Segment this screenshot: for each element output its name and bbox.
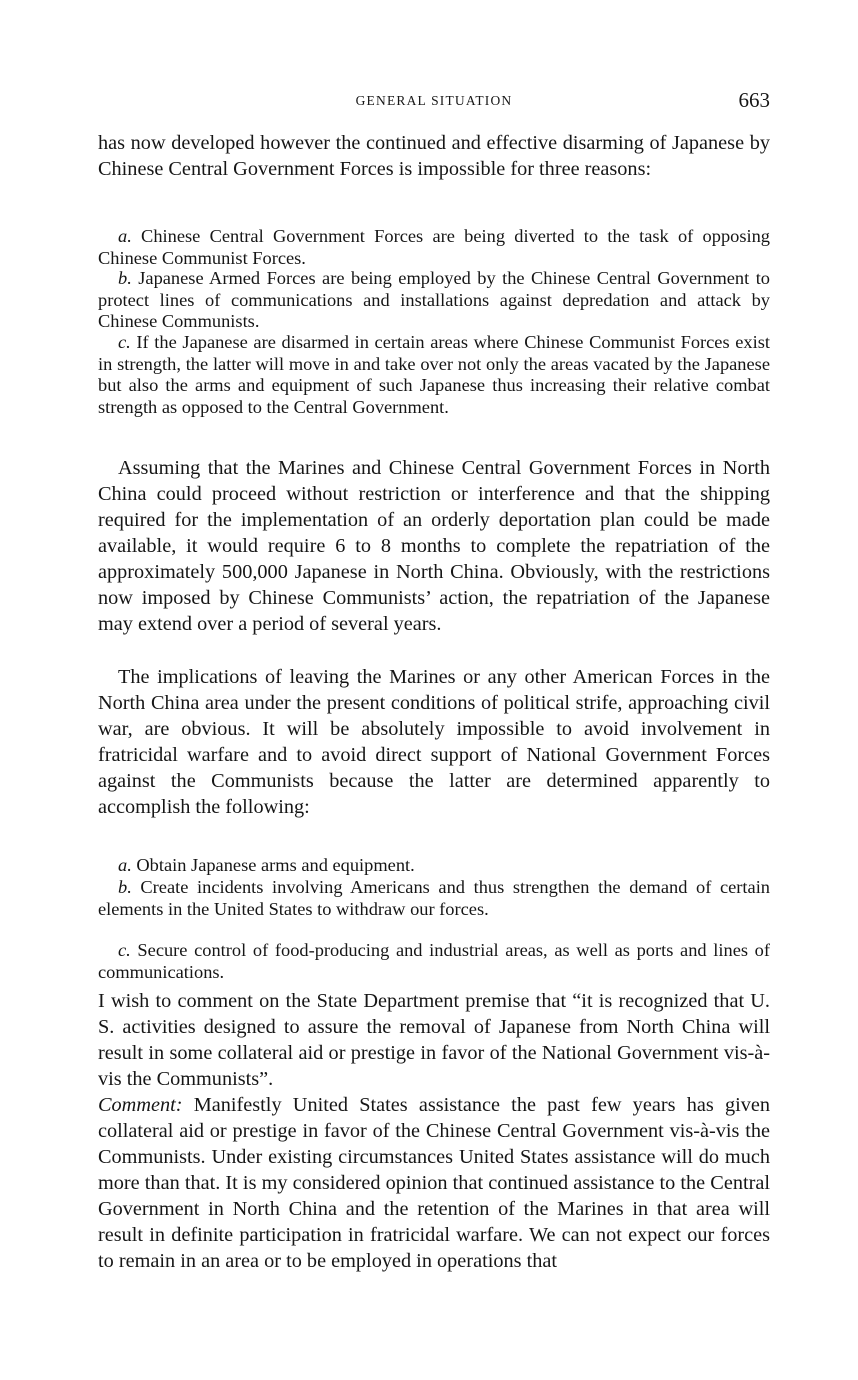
paragraph-repatriation: Assuming that the Marines and Chinese Central Government Forces in North China could proceed without restriction or interference and that the shipping required for the implementation of an orderly deportation plan could be made available, it would require 6 to 8 months to complete the repatriation of the approximately 500,000 Japanese in North China. Obviously, with the restrictions now imposed by Chinese Communists’ action, the repatriation of the Japanese may extend over a period of several years. <box>98 457 770 635</box>
reason-a-text: Chinese Central Government Forces are being diverted to the task of opposing Chinese Communist Forces. <box>98 226 770 268</box>
premise-text: I wish to comment on the State Department premise that “it is recognized that U. S. activities designed to assure the removal of Japanese from North China will result in some collateral aid or prestige in favor of the National Government vis-à-vis the Communists”. <box>98 990 770 1090</box>
objective-c <box>98 940 770 983</box>
comment-text: Manifestly United States assistance the past few years has given collateral aid or prestige in favor of the Chinese Central Government vis-à-vis the Communists. Under existing circumstances United States assistance will do much more than that. It is my considered opinion that continued assistance to the Central Government in North China and the retention of the Marines in that area will result in definite participation in fratricidal warfare. We can not expect our forces to remain in an area or to be employed in operations that <box>98 1094 770 1272</box>
paragraph-state-department <box>98 988 770 1274</box>
page-number: 663 <box>738 88 770 112</box>
page-header <box>98 90 770 114</box>
objective-b-text: Create incidents involving Americans and thus strengthen the demand of certain elements in the United States to withdraw our forces. <box>98 877 770 919</box>
paragraph-implications: The implications of leaving the Marines or any other American Forces in the North China area under the present conditions of political strife, approaching civil war, are obvious. It will be absolutely impossible to avoid involvement in fratricidal warfare and to avoid direct support of National Government Forces against the Communists because the latter are determined apparently to accomplish the following: <box>98 666 770 818</box>
objective-a-text: Obtain Japanese arms and equipment. <box>131 855 415 875</box>
objective-b <box>98 877 770 920</box>
reason-c-text: If the Japanese are disarmed in certain areas where Chinese Communist Forces exist in strength, the latter will move in and take over not only the areas vacated by the Japanese but also the arms and equipment of such Japanese thus increasing their relative combat strength as opposed to the Central Government. <box>98 332 770 417</box>
reason-b <box>98 268 770 333</box>
reason-b-text: Japanese Armed Forces are being employed by the Chinese Central Government to protect lines of communications and installations against depredation and attack by Chinese Communists. <box>98 268 770 331</box>
objective-c-text: Secure control of food-producing and industrial areas, as well as ports and lines of communications. <box>98 940 770 982</box>
paragraph-intro: has now developed however the continued and effective disarming of Japanese by Chinese Central Government Forces is impossible for three reasons: <box>98 132 770 180</box>
objective-a-marker: a. <box>118 855 132 875</box>
running-title: GENERAL SITUATION <box>355 93 513 108</box>
objective-c-marker: c. <box>118 940 131 960</box>
comment-label: Comment: <box>98 1094 183 1116</box>
reason-b-marker: b. <box>118 268 132 288</box>
objective-b-marker: b. <box>118 877 132 897</box>
reason-c <box>98 332 770 418</box>
reason-a <box>98 226 770 269</box>
reason-c-marker: c. <box>118 332 131 352</box>
reason-a-marker: a. <box>118 226 132 246</box>
objective-a <box>98 855 770 877</box>
